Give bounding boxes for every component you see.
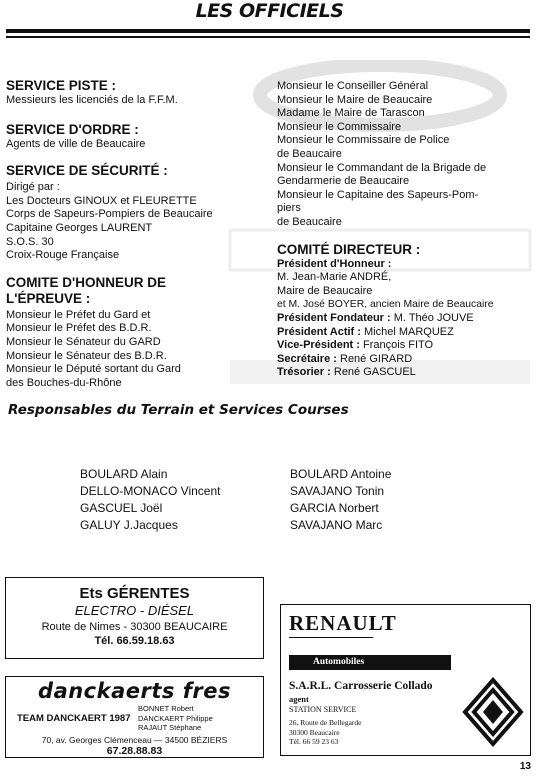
service-securite-lines	[6, 181, 261, 263]
text-line: Monsieur le Commandant de la Brigade de	[277, 161, 487, 174]
service-ordre-heading: SERVICE D'ORDRE :	[6, 121, 139, 137]
ad-gerentes	[5, 577, 264, 659]
name-item: SAVAJANO Tonin	[290, 484, 385, 498]
text-line: Monsieur le Préfet des B.D.R.	[6, 322, 152, 335]
text-line: Monsieur le Préfet du Gard et	[6, 308, 151, 321]
role-label: Vice-Président :	[277, 339, 360, 352]
text-line: Monsieur le Sénateur des B.D.R.	[6, 349, 167, 362]
text-line: Gendarmerie de Beaucaire	[277, 175, 410, 188]
role-value: René GASCUEL	[333, 366, 416, 379]
text-line: Corps de Sapeurs-Pompiers de Beaucaire	[6, 208, 213, 221]
name-item: BOULARD Alain	[80, 467, 168, 481]
page-title: LES OFFICIELS	[195, 0, 344, 22]
role-label: Président Actif :	[277, 325, 361, 338]
name-item: SAVAJANO Marc	[290, 518, 383, 532]
ad-renault	[280, 604, 531, 756]
text-line: des Bouches-du-Rhône	[6, 376, 122, 389]
text-line: Messieurs les licenciés de la F.F.M.	[6, 94, 178, 106]
ad-renault-address	[289, 718, 361, 747]
text-line: Agents de ville de Beaucaire	[6, 137, 146, 150]
ad-danckaerts	[5, 676, 264, 758]
ad-danckaerts-phone: 67.28.88.83	[106, 745, 163, 757]
ad-danckaerts-team-row	[6, 704, 263, 734]
ad-renault-company: S.A.R.L. Carrosserie Collado	[289, 680, 433, 692]
president-honneur-label: Président d'Honneur :	[277, 257, 392, 270]
text-line: Madame le Maire de Tarascon	[277, 107, 425, 120]
text-line: Croix-Rouge Française	[6, 249, 120, 262]
text-line: de Beaucaire	[277, 215, 342, 228]
member-name: BONNET Robert	[138, 704, 194, 713]
text-line: Monsieur le Capitaine des Sapeurs-Pom-	[277, 188, 479, 201]
ad-danckaerts-members	[138, 704, 213, 733]
role-label: Président Fondateur :	[277, 311, 391, 324]
role-line	[277, 312, 533, 326]
name-item: BOULARD Antoine	[290, 467, 392, 481]
role-value: René GIRARD	[340, 352, 413, 365]
ad-gerentes-tagline: ELECTRO - DIÉSEL	[74, 603, 195, 618]
honneur-continued-lines	[277, 80, 533, 230]
comite-honneur-heading-1: COMITE D'HONNEUR DE	[6, 274, 166, 290]
ad-renault-badge: Automobiles	[289, 655, 451, 670]
responsables-right-list	[290, 466, 391, 534]
text-line: Monsieur le Commissaire	[277, 120, 402, 133]
role-value: M. Théo JOUVE	[393, 311, 474, 324]
text-line: Monsieur le Maire de Beaucaire	[277, 93, 433, 106]
comite-honneur-lines	[6, 309, 261, 391]
ad-gerentes-tel: Tél. 66.59.18.63	[94, 635, 175, 647]
service-piste-heading: SERVICE PISTE :	[6, 78, 117, 93]
text-line: Les Docteurs GINOUX et FLEURETTE	[6, 194, 197, 207]
ad-renault-service: STATION SERVICE	[289, 705, 357, 714]
service-securite-heading: SERVICE DE SÉCURITÉ :	[6, 163, 168, 179]
role-line	[277, 339, 533, 353]
address-line: 30300 Beaucaire	[289, 727, 340, 737]
role-value: François FITO	[363, 339, 434, 352]
text-line: Monsieur le Député sortant du Gard	[6, 363, 181, 376]
right-column	[277, 80, 533, 380]
name-item: GALUY J.Jacques	[80, 518, 178, 532]
comite-directeur-heading: COMITÉ DIRECTEUR :	[277, 241, 421, 257]
text-line: piers	[277, 202, 301, 215]
title-rule-thick	[6, 29, 530, 33]
service-piste-lines	[6, 94, 261, 108]
text-line: M. Jean-Marie ANDRÉ,	[277, 271, 392, 284]
ad-danckaerts-team: TEAM DANCKAERT 1987	[17, 713, 131, 724]
name-item: GARCIA Norbert	[290, 501, 379, 515]
text-line: Monsieur le Conseiller Général	[277, 80, 429, 92]
text-line: de Beaucaire	[277, 147, 342, 160]
role-value: Michel MARQUEZ	[364, 325, 454, 338]
service-ordre-lines	[6, 138, 261, 152]
comite-roles	[277, 312, 533, 380]
responsables-heading: Responsables du Terrain et Services Courses	[8, 402, 349, 418]
renault-diamond-logo-icon	[461, 677, 525, 747]
role-line	[277, 326, 533, 340]
left-column	[6, 78, 261, 390]
ad-danckaerts-logo: danckaerts fres	[38, 679, 231, 703]
president-honneur-lines	[277, 271, 533, 312]
comite-honneur-heading-2: L'ÉPREUVE :	[6, 290, 91, 306]
ad-renault-role: agent	[289, 694, 309, 704]
address-line: Tél. 66 59 23 63	[289, 737, 339, 746]
name-item: DELLO-MONACO Vincent	[80, 484, 221, 498]
name-item: GASCUEL Joël	[80, 501, 163, 515]
page-number: 13	[519, 761, 531, 772]
ad-gerentes-address: Route de Nimes - 30300 BEAUCAIRE	[41, 621, 228, 633]
member-name: RAJAUT Stéphane	[138, 723, 202, 732]
ad-renault-brand: RENAULT	[289, 611, 397, 635]
text-line: Monsieur le Commissaire de Police	[277, 134, 450, 147]
responsables-left-list	[80, 466, 221, 534]
text-line: Monsieur le Sénateur du GARD	[6, 335, 161, 348]
role-label: Secrétaire :	[277, 352, 337, 365]
ad-gerentes-name: Ets GÉRENTES	[79, 585, 190, 602]
ad-renault-divider	[289, 637, 373, 638]
role-label: Trésorier :	[277, 366, 331, 379]
title-rule-thin	[6, 36, 530, 38]
address-line: 26, Route de Bellegarde	[289, 718, 362, 727]
text-line: S.O.S. 30	[6, 235, 54, 248]
role-line	[277, 366, 533, 380]
text-line: Capitaine Georges LAURENT	[6, 221, 153, 234]
role-line	[277, 353, 533, 367]
ad-danckaerts-address: 70, av. Georges Clémenceau — 34500 BÉZIERS	[41, 735, 228, 745]
text-line: Maire de Beaucaire	[277, 284, 373, 297]
text-line: Dirigé par :	[6, 181, 60, 194]
text-line: et M. José BOYER, ancien Maire de Beaucaire	[277, 299, 494, 311]
member-name: DANCKAERT Philippe	[138, 713, 213, 723]
